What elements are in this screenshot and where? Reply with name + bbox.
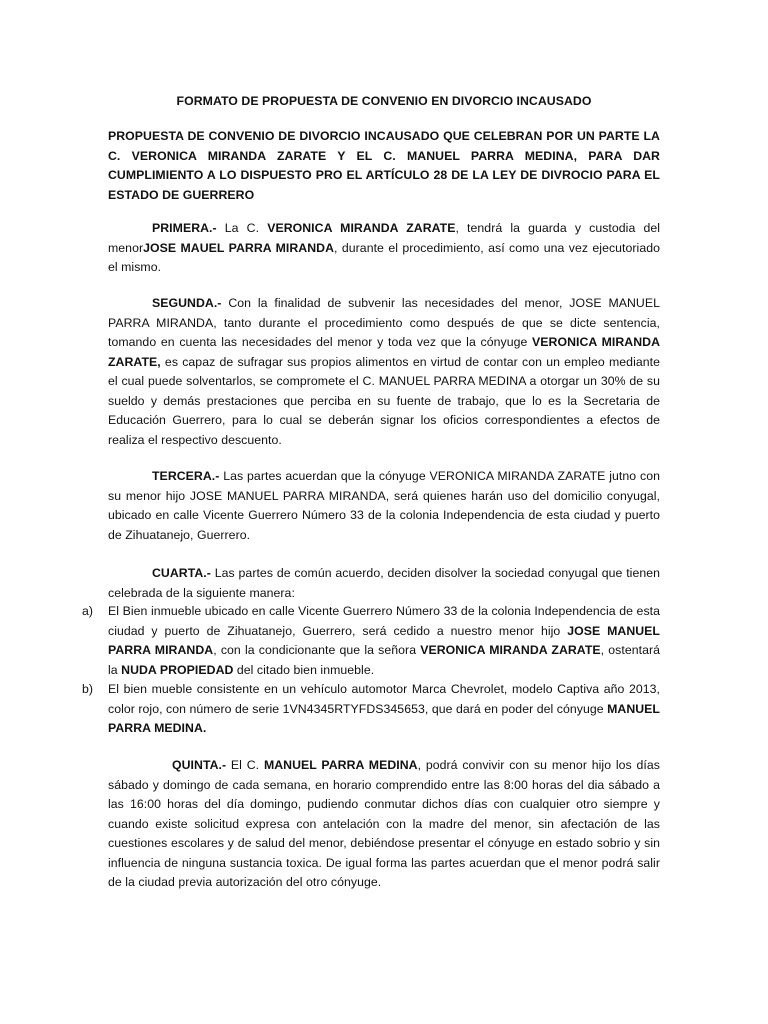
clause-label: QUINTA.- xyxy=(172,758,227,772)
clause-segunda: SEGUNDA.- Con la finalidad de subvenir las necesidades del menor, JOSE MANUEL PARRA MIRANDA, tanto durante el procedimiento como después de que se dicte sentencia, tomando en cuenta las necesidades del menor y toda vez que la cónyuge VERONICA MIRANDA ZARATE, es capaz de sufragar sus propios alimentos en virtud de contar con un empleo mediante el cual puede solventarlos, se compromete el C. MANUEL PARRA MEDINA a otorgar un 30% de su sueldo y demás prestaciones que perciba en su fuente de trabajo, que lo es la Secretaria de Educación Guerrero, para lo cual se deberán signar los oficios correspondientes a efectos de realiza el respectivo descuento. xyxy=(108,296,660,447)
list-marker: a) xyxy=(82,604,94,618)
document-heading: PROPUESTA DE CONVENIO DE DIVORCIO INCAUSADO QUE CELEBRAN POR UN PARTE LA C. VERONICA MIRANDA ZARATE Y EL C. MANUEL PARRA MEDINA, PARA DAR CUMPLIMIENTO A LO DISPUESTO PRO EL ARTÍCULO 28 DE LA LEY DE DIVROCIO PARA EL ESTADO DE GUERRERO xyxy=(108,129,660,202)
clause-label: PRIMERA.- xyxy=(152,221,217,235)
clause-cuarta: CUARTA.- Las partes de común acuerdo, deciden disolver la sociedad conyugal que tienen celebrada de la siguiente manera: xyxy=(108,566,660,600)
document-title: FORMATO DE PROPUESTA DE CONVENIO EN DIVORCIO INCAUSADO xyxy=(176,94,592,108)
clause-label: CUARTA.- xyxy=(152,566,211,580)
clause-quinta: QUINTA.- El C. MANUEL PARRA MEDINA, podrá convivir con su menor hijo los días sábado y domingo de cada semana, en horario comprendido entre las 8:00 horas del dia sábado a las 16:00 horas del día domingo, pudiendo conmutar dichos días con cualquier otro siempre y cuando existe solicitud expresa con antelación con la madre del menor, sin afectación de las cuestiones escolares y de salud del menor, debiéndose presentar el cónyuge en estado sobrio y sin influencia de ninguna sustancia toxica. De igual forma las partes acuerdan que el menor podrá salir de la ciudad previa autorización del otro cónyuge. xyxy=(108,758,660,889)
list-item: a) El Bien inmueble ubicado en calle Vicente Guerrero Número 33 de la colonia Independencia de esta ciudad y puerto de Zihuatanejo, Guerrero, será cedido a nuestro menor hijo JOSE MANUEL PARRA MIRANDA, con la condicionante que la señora VERONICA MIRANDA ZARATE, ostentará la NUDA PROPIEDAD del citado bien inmueble. xyxy=(82,604,661,677)
list-marker: b) xyxy=(82,682,94,696)
list-item: b) El bien mueble consistente en un vehículo automotor Marca Chevrolet, modelo Captiva año 2013, color rojo, con número de serie 1VN4345RTYFDS345653, que dará en poder del cónyuge MANUEL PARRA MEDINA. xyxy=(82,682,660,735)
clause-label: TERCERA.- xyxy=(152,469,220,483)
clause-tercera: TERCERA.- Las partes acuerdan que la cónyuge VERONICA MIRANDA ZARATE jutno con su menor hijo JOSE MANUEL PARRA MIRANDA, será quienes harán uso del domicilio conyugal, ubicado en calle Vicente Guerrero Número 33 de la colonia Independencia de esta ciudad y puerto de Zihuatanejo, Guerrero. xyxy=(108,469,660,542)
clause-primera: PRIMERA.- La C. VERONICA MIRANDA ZARATE, tendrá la guarda y custodia del menorJOSE MAUEL PARRA MIRANDA, durante el procedimiento, así como una vez ejecutoriado el mismo. xyxy=(108,221,661,274)
clause-label: SEGUNDA.- xyxy=(152,296,222,310)
